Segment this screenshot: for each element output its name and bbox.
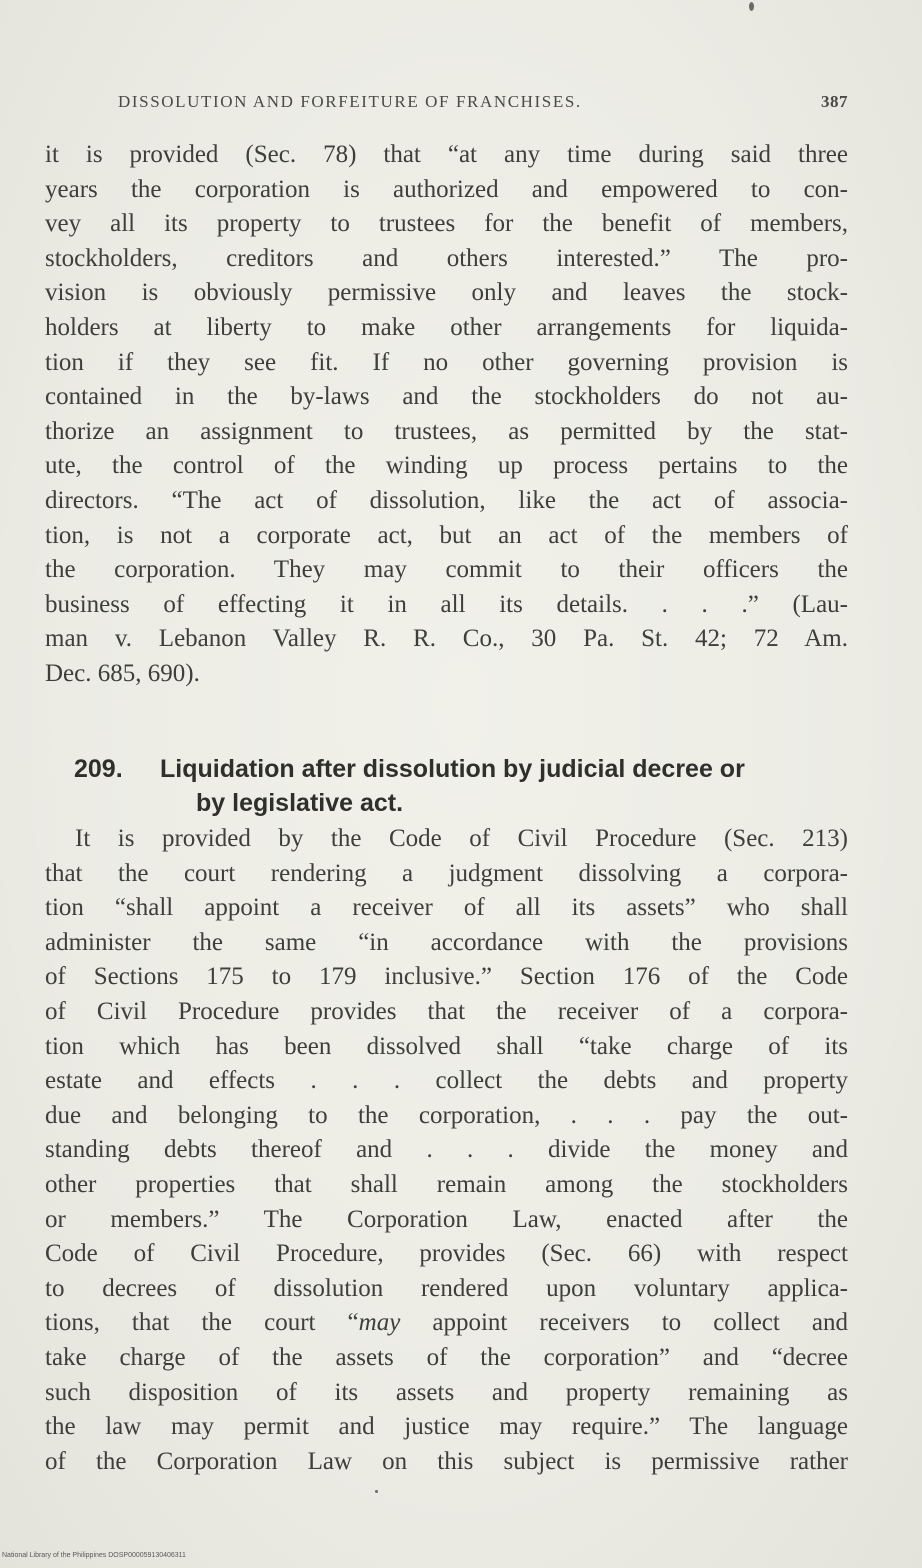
text-line: tion if they see fit. If no other governing provision is [45, 348, 848, 376]
text-line: vey all its property to trustees for the benefit of members, [45, 210, 848, 238]
page-number: 387 [821, 92, 848, 111]
text-line: thorize an assignment to trustees, as permitted by the stat- [45, 417, 848, 445]
text-line: tion which has been dissolved shall “take charge of its [45, 1032, 848, 1060]
text-line: tion “shall appoint a receiver of all its assets” who shall [45, 894, 848, 922]
text-line: such disposition of its assets and property remaining as [45, 1378, 848, 1406]
text-line: tions, that the court “may appoint receivers to collect and [45, 1309, 848, 1337]
section-title-line-1: Liquidation after dissolution by judicial decree or [160, 755, 745, 783]
text-line: to decrees of dissolution rendered upon voluntary applica- [45, 1274, 848, 1302]
text-line: stockholders, creditors and others interested.” The pro- [45, 244, 848, 272]
section-title-line-2: by legislative act. [196, 789, 404, 817]
text-line: contained in the by-laws and the stockholders do not au- [45, 383, 848, 411]
text-line: of Civil Procedure provides that the receiver of a corpora- [45, 997, 848, 1025]
text-line: man v. Lebanon Valley R. R. Co., 30 Pa. St. 42; 72 Am. [45, 625, 848, 653]
text-line: of Sections 175 to 179 inclusive.” Section 176 of the Code [45, 963, 848, 991]
text-line: years the corporation is authorized and empowered to con- [45, 175, 848, 203]
text-line: or members.” The Corporation Law, enacted after the [45, 1205, 848, 1233]
text-line: tion, is not a corporate act, but an act of the members of [45, 521, 848, 549]
paragraph-continuation [45, 138, 848, 692]
text-line: it is provided (Sec. 78) that “at any time during said three [45, 141, 848, 168]
text-line: holders at liberty to make other arrangements for liquida- [45, 313, 848, 341]
text-line: directors. “The act of dissolution, like the act of associa- [45, 486, 848, 514]
text-line: ute, the control of the winding up process pertains to the [45, 452, 848, 480]
ink-speck [749, 2, 754, 11]
text-line: It is provided by the Code of Civil Procedure (Sec. 213) [75, 825, 848, 852]
library-footer-note: National Library of the Philippines DOSP000059130406311 [2, 1552, 186, 1559]
section-number: 209. [74, 755, 123, 783]
text-line: other properties that shall remain among the stockholders [45, 1170, 848, 1198]
text-line: Code of Civil Procedure, provides (Sec. 66) with respect [45, 1240, 848, 1268]
text-line: Dec. 685, 690). [45, 659, 200, 687]
text-line: business of effecting it in all its details. . . .” (Lau- [45, 590, 848, 618]
section-paragraph [45, 822, 848, 1479]
text-line: that the court rendering a judgment dissolving a corpora- [45, 859, 848, 887]
section-heading [74, 752, 854, 820]
ink-speck [375, 1490, 378, 1493]
text-line: estate and effects . . . collect the debts and property [45, 1067, 848, 1095]
text-line: due and belonging to the corporation, . . . pay the out- [45, 1101, 848, 1129]
text-line: standing debts thereof and . . . divide the money and [45, 1136, 848, 1164]
running-head-title: DISSOLUTION AND FORFEITURE OF FRANCHISES. [118, 92, 582, 111]
text-line: the law may permit and justice may require.” The language [45, 1413, 848, 1441]
running-head [118, 92, 848, 122]
text-line: vision is obviously permissive only and leaves the stock- [45, 279, 848, 307]
text-line: of the Corporation Law on this subject is permissive rather [45, 1447, 848, 1475]
text-line: administer the same “in accordance with the provisions [45, 928, 848, 956]
text-line: take charge of the assets of the corporation” and “decree [45, 1343, 848, 1371]
text-line: the corporation. They may commit to their officers the [45, 556, 848, 584]
